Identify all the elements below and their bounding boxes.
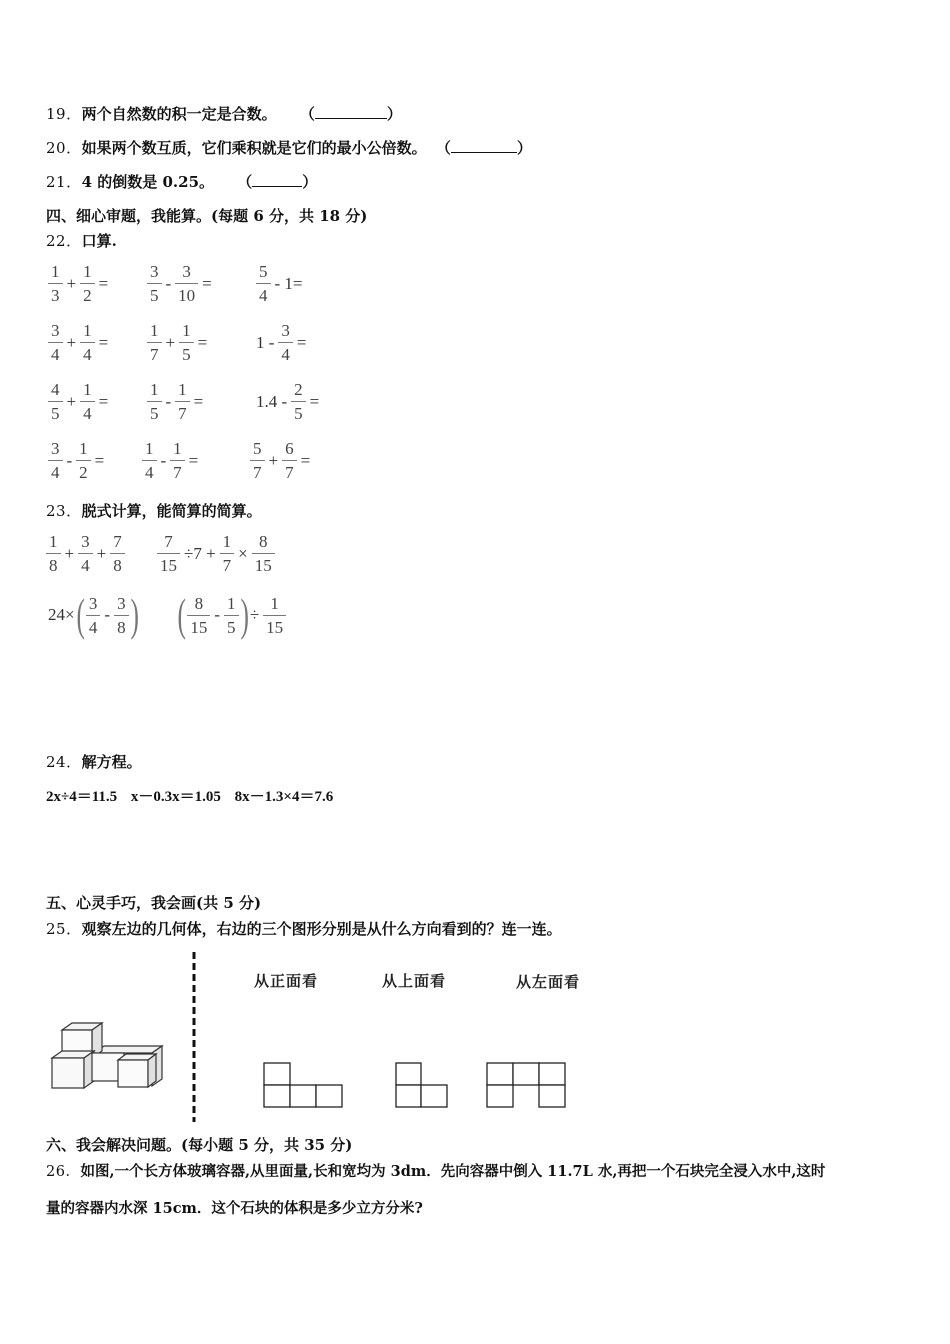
- view-label-front: 从正面看: [254, 972, 319, 990]
- question-number: 23．: [46, 502, 82, 520]
- equation-1: 2x÷4＝11.5: [46, 789, 118, 805]
- fraction: $\frac{8}{15}$: [187, 594, 210, 637]
- question-number: 25．: [46, 920, 82, 938]
- equals: =: [98, 391, 109, 411]
- expression-lead: 24×: [48, 605, 75, 624]
- fraction: $\frac{1}{7}$: [175, 380, 190, 423]
- question-25: [46, 918, 562, 939]
- fraction: $\frac{3}{5}$: [147, 262, 162, 305]
- oral-expr-r1c3: [254, 262, 305, 305]
- view-shape-2: [396, 1063, 447, 1107]
- equals: =: [296, 332, 307, 352]
- section-4-title: 四、细心审题，我能算。(每题 6 分，共 18 分): [46, 207, 368, 225]
- bracket-close: ）: [516, 139, 532, 157]
- equals: =: [94, 450, 105, 470]
- oral-expr-r3c2: [145, 380, 205, 423]
- equals: =: [309, 391, 320, 411]
- question-text: 4 的倒数是 0.25。: [81, 173, 215, 191]
- expression-lead: 1.4 -: [256, 391, 288, 411]
- answer-blank[interactable]: [451, 140, 517, 153]
- fraction: $\frac{3}{10}$: [175, 262, 198, 305]
- section-6-title: 六、我会解决问题。(每小题 5 分，共 35 分): [46, 1136, 353, 1154]
- fraction: $\frac{1}{5}$: [147, 380, 162, 423]
- fraction: $\frac{3}{4}$: [48, 321, 63, 364]
- view-shape-3: [487, 1063, 565, 1107]
- fraction: $\frac{2}{5}$: [291, 380, 306, 423]
- question-number: 19．: [46, 105, 82, 123]
- question-text: 两个自然数的积一定是合数。: [81, 105, 277, 123]
- question-24: [46, 751, 142, 772]
- fraction: $\frac{4}{5}$: [48, 380, 63, 423]
- operator: -: [165, 273, 172, 293]
- fraction: $\frac{3}{8}$: [114, 594, 129, 637]
- operator: -: [214, 605, 220, 624]
- oral-expr-r2c3: [254, 321, 309, 364]
- fraction: $\frac{1}{7}$: [220, 532, 235, 575]
- fraction: $\frac{3}{4}$: [48, 439, 63, 482]
- oral-expr-r1c1: [46, 262, 110, 305]
- fraction: $\frac{6}{7}$: [282, 439, 297, 482]
- question-text: 观察左边的几何体，右边的三个图形分别是从什么方向看到的？连一连。: [81, 920, 562, 938]
- bracket-close: ）: [302, 173, 318, 191]
- view-label-top: 从上面看: [382, 972, 447, 990]
- equals: =: [98, 332, 109, 352]
- equals: =: [188, 450, 199, 470]
- operator: ÷: [249, 605, 260, 624]
- oral-expr-r4c1: [46, 439, 106, 482]
- question-number: 21．: [46, 173, 82, 191]
- oral-expr-r1c2: [145, 262, 214, 305]
- equation-3: 8x－1.3×4＝7.6: [234, 789, 334, 805]
- equals: =: [202, 273, 212, 293]
- expression-lead: 1 -: [256, 332, 275, 352]
- fraction: $\frac{3}{4}$: [86, 594, 101, 637]
- oral-expr-r2c2: [145, 321, 209, 364]
- oral-expr-r2c1: [46, 321, 110, 364]
- fraction: $\frac{3}{4}$: [78, 532, 93, 575]
- fraction: $\frac{3}{4}$: [278, 321, 293, 364]
- expression-tail: - 1=: [274, 273, 303, 293]
- operator: -: [160, 450, 167, 470]
- question-20: [46, 137, 532, 158]
- question-26-line-2: 量的容器内水深 15cm．这个石块的体积是多少立方分米?: [46, 1200, 423, 1217]
- fraction: $\frac{7}{15}$: [157, 532, 180, 575]
- question-number: 24．: [46, 753, 82, 771]
- view-shape-1: [264, 1063, 342, 1107]
- equals: =: [300, 450, 311, 470]
- oral-expr-r4c2: [140, 439, 200, 482]
- right-paren: ): [130, 589, 139, 640]
- fraction: $\frac{5}{7}$: [250, 439, 265, 482]
- calc-expr-1: [44, 532, 127, 575]
- question-19: [46, 103, 402, 124]
- operator: +: [96, 543, 107, 563]
- calc-expr-3: [46, 589, 139, 640]
- equals: =: [197, 332, 208, 352]
- operator: +: [66, 273, 77, 293]
- bracket-open: （: [237, 173, 253, 191]
- question-number: 26．: [46, 1164, 81, 1180]
- view-label-left: 从左面看: [516, 973, 581, 991]
- fraction: $\frac{1}{15}$: [263, 594, 286, 637]
- equals: =: [193, 391, 204, 411]
- equation-2: x－0.3x＝1.05: [130, 789, 221, 805]
- operator: +: [64, 543, 75, 563]
- fraction: $\frac{1}{4}$: [80, 321, 95, 364]
- operator: +: [165, 332, 176, 352]
- bracket-close: ）: [386, 105, 402, 123]
- operator: +: [268, 450, 279, 470]
- fraction: $\frac{1}{2}$: [80, 262, 95, 305]
- bracket-open: （: [299, 105, 315, 123]
- question-text: 如图,一个长方体玻璃容器,从里面量,长和宽均为 3dm．先向容器中倒入 11.7L 水,再把一个石块完全浸入水中,这时: [80, 1163, 826, 1180]
- fraction: $\frac{1}{5}$: [224, 594, 239, 637]
- question-number: 20．: [46, 139, 82, 157]
- equations-line: [46, 785, 333, 806]
- operator: ÷7 +: [184, 543, 216, 563]
- cube-solid: [52, 1023, 162, 1088]
- oral-expr-r3c1: [46, 380, 110, 423]
- question-text: 解方程。: [81, 753, 142, 771]
- question-21: [46, 171, 317, 192]
- equals: =: [98, 273, 109, 293]
- left-paren: (: [177, 589, 186, 640]
- operator: ×: [238, 543, 248, 563]
- fraction: $\frac{7}{8}$: [110, 532, 125, 575]
- fraction: $\frac{1}{2}$: [76, 439, 91, 482]
- bracket-open: （: [435, 139, 451, 157]
- fraction: $\frac{8}{15}$: [252, 532, 275, 575]
- fraction: $\frac{1}{5}$: [179, 321, 194, 364]
- question-22: [46, 230, 117, 251]
- question-text: 脱式计算，能简算的简算。: [81, 502, 262, 520]
- fraction: $\frac{1}{7}$: [147, 321, 162, 364]
- fraction: $\frac{5}{4}$: [256, 262, 271, 305]
- calc-expr-2: [155, 532, 277, 575]
- question-text: 口算.: [81, 232, 117, 250]
- oral-expr-r4c3: [248, 439, 312, 482]
- question-number: 22．: [46, 232, 82, 250]
- question-text: 如果两个数互质，它们乘积就是它们的最小公倍数。: [81, 139, 427, 157]
- operator: +: [66, 391, 77, 411]
- left-paren: (: [76, 589, 85, 640]
- question-23: [46, 500, 262, 521]
- operator: +: [66, 332, 77, 352]
- right-paren: ): [239, 589, 249, 640]
- operator: -: [66, 450, 73, 470]
- operator: -: [104, 605, 111, 624]
- operator: -: [165, 391, 172, 411]
- section-5-title: 五、心灵手巧，我会画(共 5 分): [46, 894, 262, 912]
- fraction: $\frac{1}{4}$: [142, 439, 157, 482]
- fraction: $\frac{1}{8}$: [46, 532, 61, 575]
- calc-expr-4: [177, 589, 288, 640]
- fraction: $\frac{1}{3}$: [48, 262, 63, 305]
- fraction: $\frac{1}{7}$: [170, 439, 185, 482]
- oral-expr-r3c3: [254, 380, 321, 423]
- answer-blank[interactable]: [315, 106, 387, 119]
- answer-blank[interactable]: [252, 174, 302, 187]
- question-26-line-1: [46, 1160, 825, 1181]
- fraction: $\frac{1}{4}$: [80, 380, 95, 423]
